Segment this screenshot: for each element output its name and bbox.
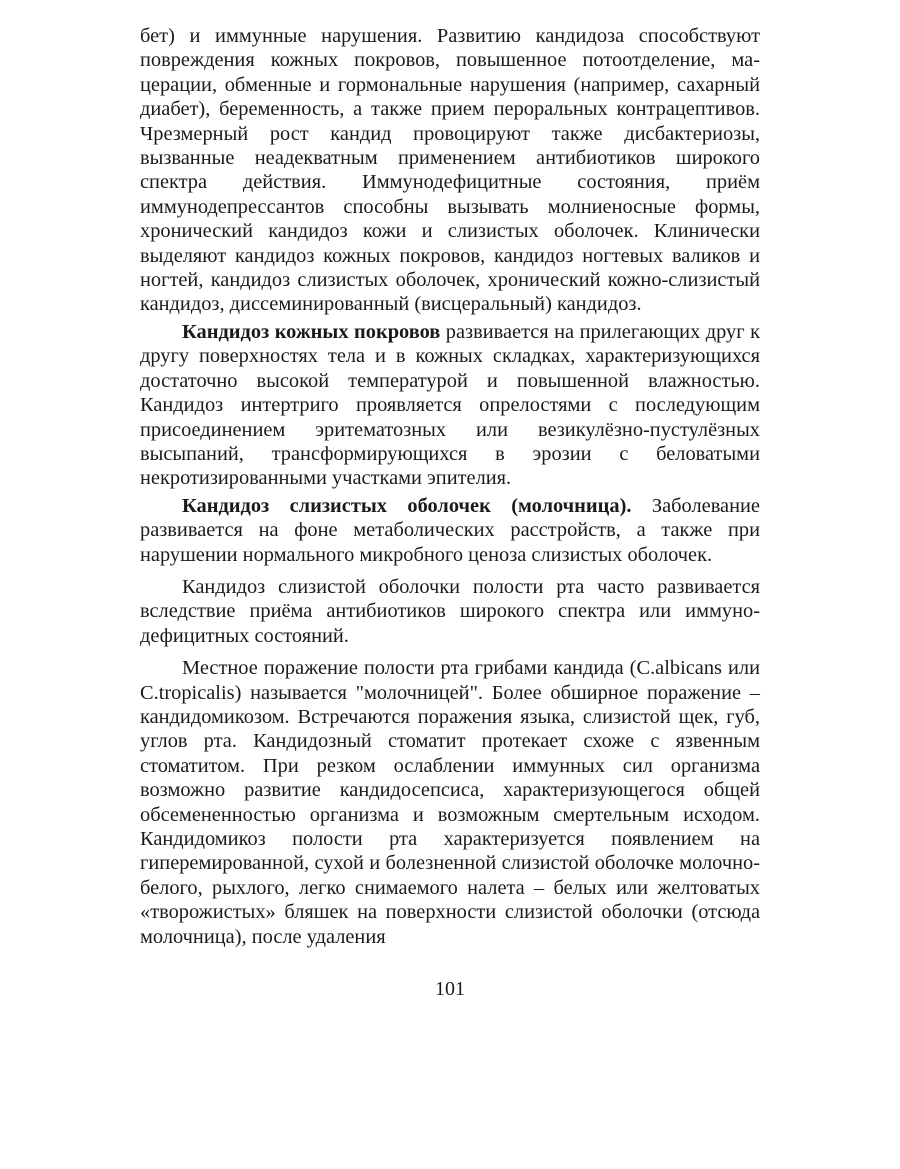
page-number: 101 <box>435 978 465 1000</box>
text-mucosal-candidiasis: Заболевание развивается на фоне метаболических расстройств, а также при нарушении нормального микробного ценоза слизистых оболочек. <box>140 494 760 566</box>
heading-skin-candidiasis: Кандидоз кожных покровов <box>182 320 441 343</box>
paragraph-thrush-description: Местное поражение полости рта грибами кандида (C.albicans или C.tropicalis) называется "молочницей". Более обширное поражение – кандидомикозом. Встречаются поражения языка, слизистой щек, губ, углов рта. Кандидозный стоматит протекает схоже с язвенным стоматитом. При резком ослаблении иммунных сил организма возможно развитие кандидосепсиса, характеризующегося общей обсемененностью организма и возможным смертельным исходом. Кандидомикоз полости рта характеризуется появлением на гиперемированной, сухой и болезненной слизистой оболочке молочно-белого, рыхлого, легко снимаемого налета – белых или желтоватых «творожистых» бляшек на поверхности слизистой оболочки (отсюда молочница), после удаления <box>140 657 760 948</box>
paragraph-candidiasis-causes: бет) и иммунные нарушения. Развитию кандидоза способствуют повреждения кожных покровов, повышенное потоотделение, мацерации, обменные и гормональные нарушения (например, сахарный диабет), беременность, а также прием пероральных контрацептивов. Чрезмерный рост кандид провоцируют также дисбактериозы, вызванные неадекватным применением антибиотиков широкого спектра действия. Иммунодефицитные состояния, приём иммунодепрессантов способны вызывать молниеносные формы, хронический кандидоз кожи и слизистых оболочек. Клинически выделяют кандидоз кожных покровов, кандидоз ногтевых валиков и ногтей, кандидоз слизистых оболочек, хронический кожно-слизистый кандидоз, диссеминированный (висцеральный) кандидоз. <box>140 25 760 316</box>
paragraph-mucosal-candidiasis <box>140 494 760 567</box>
page-body <box>140 24 760 949</box>
heading-mucosal-candidiasis: Кандидоз слизистых оболочек (молочница). <box>182 494 632 517</box>
paragraph-oral-candidiasis: Кандидоз слизистой оболочки полости рта часто развивается вследствие приёма антибиотиков широкого спектра или иммунодефицитных состояний. <box>140 575 760 647</box>
text-skin-candidiasis: развивается на прилегающих друг к другу поверхностях тела и в кожных складках, характеризующихся достаточно высокой температурой и повышенной влажностью. Кандидоз интертриго проявляется опрелостями с последующим присоединением эритематозных или везикулёзно-пустулёзных высыпаний, трансформирующихся в эрозии с беловатыми некротизированными участками эпителия. <box>140 320 761 490</box>
paragraph-skin-candidiasis <box>140 320 760 491</box>
